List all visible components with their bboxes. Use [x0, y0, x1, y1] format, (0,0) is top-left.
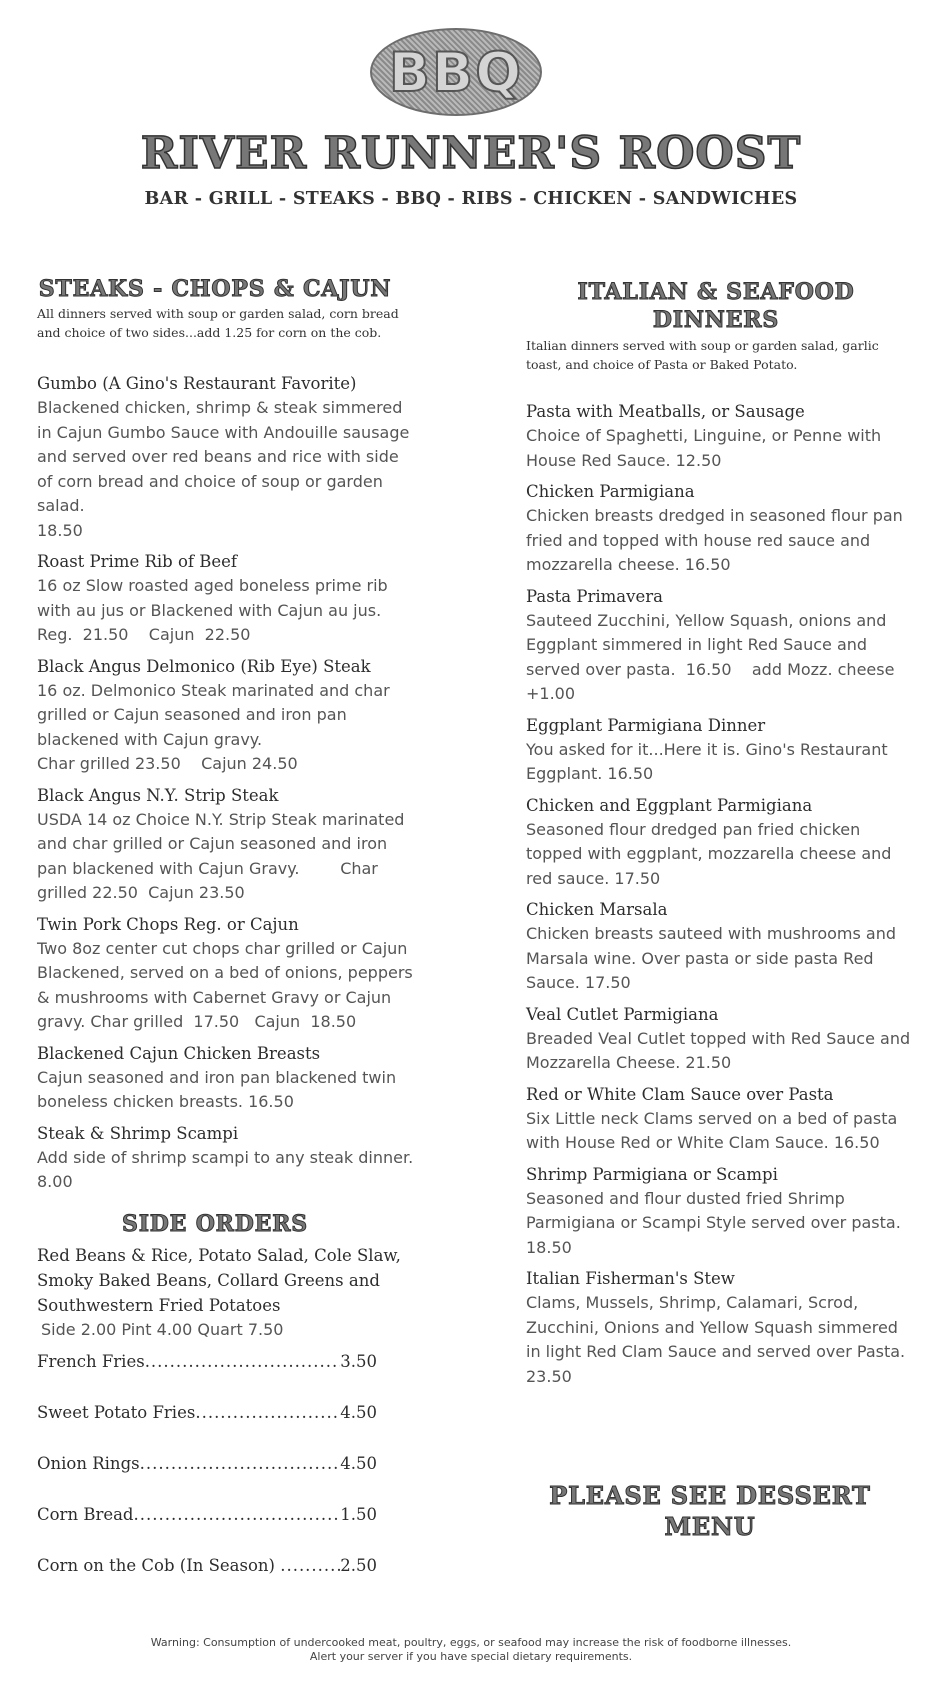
- menu-item: [526, 714, 916, 787]
- side-orders-title: SIDE ORDERS: [122, 1210, 308, 1237]
- item-description: Breaded Veal Cutlet topped with Red Sauce and Mozzarella Cheese. 21.50: [526, 1028, 911, 1072]
- item-name: Pasta with Meatballs, or Sausage: [526, 402, 805, 421]
- item-description: Clams, Mussels, Shrimp, Calamari, Scrod, Zucchini, Onions and Yellow Squash simmered in light Red Clam Sauce and served over Pasta. 23.50: [526, 1293, 906, 1386]
- restaurant-subtitle: BAR - GRILL - STEAKS - BBQ - RIBS - CHICKEN - SANDWICHES: [144, 189, 798, 209]
- italian-title-line1: ITALIAN & SEAFOOD: [577, 279, 855, 305]
- dessert-line2: MENU: [664, 1512, 756, 1541]
- italian-items: [526, 400, 916, 1389]
- menu-item: [526, 1267, 916, 1389]
- item-name: Pasta Primavera: [526, 586, 663, 606]
- dot-leader: [280, 1556, 340, 1575]
- side-order-price: 4.50: [340, 1453, 377, 1473]
- item-description: Seasoned flour dredged pan fried chicken topped with eggplant, mozzarella cheese and red sauce. 17.50: [526, 819, 892, 888]
- dessert-line1: PLEASE SEE DESSERT: [549, 1481, 871, 1510]
- steaks-section-note: All dinners served with soup or garden salad, corn bread and choice of two sides...add 1.25 for corn on the cob.: [37, 306, 399, 340]
- menu-item: [526, 400, 916, 473]
- menu-item: [37, 372, 417, 543]
- item-price: 8.00: [37, 1172, 73, 1191]
- side-orders-prices: Side 2.00 Pint 4.00 Quart 7.50: [41, 1319, 284, 1339]
- menu-item: [37, 913, 417, 1035]
- item-price: Char grilled 23.50 Cajun 24.50: [37, 754, 298, 773]
- warning-line2: Alert your server if you have special dietary requirements.: [309, 1650, 633, 1663]
- item-name: Eggplant Parmigiana Dinner: [526, 715, 766, 735]
- steaks-column: [37, 276, 417, 1607]
- side-order-name: Sweet Potato Fries: [37, 1402, 196, 1422]
- menu-item: [37, 784, 417, 906]
- italian-section-note: Italian dinners served with soup or garden salad, garlic toast, and choice of Pasta or Baked Potato.: [526, 338, 879, 372]
- item-name: Steak & Shrimp Scampi: [37, 1123, 239, 1143]
- item-description: You asked for it...Here it is. Gino's Restaurant Eggplant. 16.50: [526, 739, 888, 783]
- menu-item: [526, 1083, 916, 1156]
- italian-title-line2: DINNERS: [652, 307, 780, 333]
- item-name: Gumbo (A Gino's Restaurant Favorite): [37, 374, 357, 393]
- item-description: 16 oz. Delmonico Steak marinated and char grilled or Cajun seasoned and iron pan blackened with Cajun gravy.: [37, 680, 390, 749]
- steaks-items: [37, 372, 417, 1195]
- menu-item: [526, 1003, 916, 1076]
- dot-leader: [140, 1454, 341, 1473]
- item-price: Reg. 21.50 Cajun 22.50: [37, 625, 251, 644]
- side-order-row: [37, 1556, 377, 1607]
- item-description: Six Little neck Clams served on a bed of pasta with House Red or White Clam Sauce. 16.50: [526, 1108, 898, 1152]
- item-name: Red or White Clam Sauce over Pasta: [526, 1084, 834, 1104]
- item-name: Italian Fisherman's Stew: [526, 1269, 735, 1288]
- item-name: Roast Prime Rib of Beef: [37, 552, 238, 571]
- side-order-rows: [37, 1352, 417, 1607]
- side-order-name: Onion Rings: [37, 1453, 140, 1473]
- item-description: Seasoned and flour dusted fried Shrimp Parmigiana or Scampi Style served over pasta. 18.50: [526, 1188, 901, 1257]
- item-name: Shrimp Parmigiana or Scampi: [526, 1164, 778, 1184]
- side-order-price: 1.50: [340, 1504, 377, 1524]
- item-description: Choice of Spaghetti, Linguine, or Penne with House Red Sauce. 12.50: [526, 426, 882, 470]
- italian-section-title: [546, 278, 886, 334]
- menu-item: [526, 1163, 916, 1261]
- item-description: Two 8oz center cut chops char grilled or Cajun Blackened, served on a bed of onions, peppers & mushrooms with Cabernet Gravy or Cajun gravy. Char grilled 17.50 Cajun 18.50: [37, 938, 418, 1031]
- item-description: Cajun seasoned and iron pan blackened twin boneless chicken breasts. 16.50: [37, 1067, 397, 1111]
- item-description: Chicken breasts dredged in seasoned flour pan fried and topped with house red sauce and mozzarella cheese. 16.50: [526, 506, 903, 574]
- side-order-row: [37, 1454, 377, 1505]
- item-name: Veal Cutlet Parmigiana: [526, 1004, 719, 1024]
- item-name: Chicken and Eggplant Parmigiana: [526, 795, 813, 815]
- item-description: 16 oz Slow roasted aged boneless prime rib with au jus or Blackened with Cajun au jus.: [37, 576, 388, 620]
- item-name: Blackened Cajun Chicken Breasts: [37, 1043, 321, 1063]
- side-order-price: 2.50: [340, 1555, 377, 1575]
- side-order-row: [37, 1352, 377, 1403]
- bbq-logo: [370, 28, 542, 116]
- side-order-price: 3.50: [340, 1351, 377, 1371]
- side-order-name: Corn Bread: [37, 1504, 134, 1524]
- menu-item: [37, 655, 417, 777]
- dot-leader: [195, 1403, 340, 1422]
- side-orders-list: Red Beans & Rice, Potato Salad, Cole Slaw, Smoky Baked Beans, Collard Greens and Southwestern Fried Potatoes: [37, 1245, 401, 1315]
- menu-item: [37, 1042, 417, 1115]
- dot-leader: [145, 1352, 341, 1371]
- italian-column: [526, 278, 916, 1389]
- item-name: Twin Pork Chops Reg. or Cajun: [37, 914, 299, 934]
- side-order-price: 4.50: [340, 1402, 377, 1422]
- restaurant-title: RIVER RUNNER'S ROOST: [140, 128, 802, 179]
- menu-item: [526, 898, 916, 996]
- side-order-name: French Fries: [37, 1351, 145, 1371]
- side-order-row: [37, 1505, 377, 1556]
- item-description: Sauteed Zucchini, Yellow Squash, onions and Eggplant simmered in light Red Sauce and served over pasta. 16.50 add Mozz. cheese +1.00: [526, 610, 900, 703]
- item-description: USDA 14 oz Choice N.Y. Strip Steak marinated and char grilled or Cajun seasoned and iron pan blackened with Cajun Gravy. Char grilled 22.50 Cajun 23.50: [37, 809, 410, 902]
- item-description: Add side of shrimp scampi to any steak dinner.: [37, 1147, 414, 1167]
- item-name: Black Angus Delmonico (Rib Eye) Steak: [37, 656, 371, 676]
- dessert-notice: [540, 1480, 880, 1542]
- menu-item: [526, 480, 916, 578]
- dot-leader: [134, 1505, 341, 1524]
- food-warning: [0, 1636, 942, 1664]
- item-name: Chicken Marsala: [526, 900, 668, 919]
- menu-item: [37, 550, 417, 648]
- side-order-name: Corn on the Cob (In Season): [37, 1555, 281, 1575]
- menu-item: [526, 794, 916, 892]
- menu-item: [37, 1122, 417, 1195]
- item-description: Blackened chicken, shrimp & steak simmered in Cajun Gumbo Sauce with Andouille sausage and served over red beans and rice with side of corn bread and choice of soup or garden salad.: [37, 398, 410, 515]
- warning-line1: Warning: Consumption of undercooked meat, poultry, eggs, or seafood may increase the risk of foodborne illnesses.: [150, 1636, 792, 1649]
- side-order-row: [37, 1403, 377, 1454]
- logo-text: BBQ: [388, 40, 524, 104]
- steaks-section-title: STEAKS - CHOPS & CAJUN: [38, 276, 392, 302]
- menu-item: [526, 585, 916, 707]
- item-description: Chicken breasts sauteed with mushrooms and Marsala wine. Over pasta or side pasta Red Sauce. 17.50: [526, 924, 897, 992]
- item-name: Chicken Parmigiana: [526, 482, 695, 501]
- item-price: 18.50: [37, 520, 83, 540]
- item-name: Black Angus N.Y. Strip Steak: [37, 785, 279, 805]
